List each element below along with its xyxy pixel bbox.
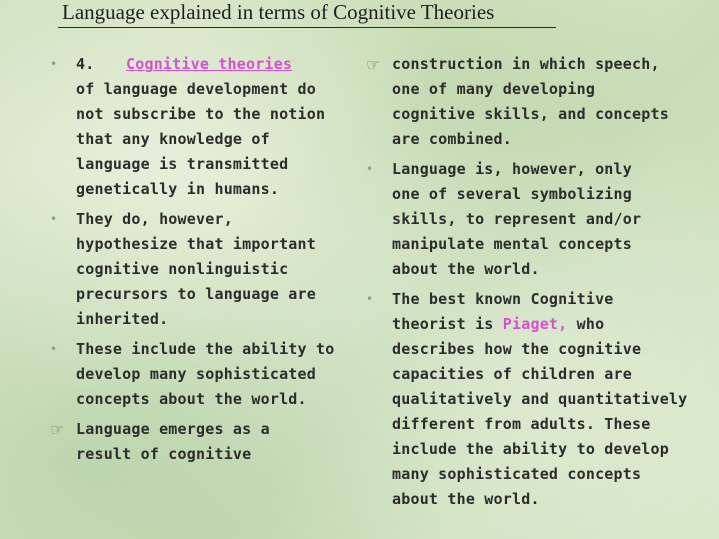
item-number: 4. <box>76 55 95 73</box>
text-line: describes how the cognitive <box>392 340 642 358</box>
text-line: one of many developing <box>392 80 596 98</box>
dot-bullet-icon: • <box>50 342 58 356</box>
dot-bullet-icon: • <box>366 162 374 176</box>
pointing-hand-icon: ☞ <box>366 55 381 74</box>
pointing-hand-icon: ☞ <box>50 420 65 439</box>
text-line: genetically in humans. <box>76 180 280 198</box>
text-line: about the world. <box>392 260 540 278</box>
text-line: of language development do <box>76 80 316 98</box>
text-line: not subscribe to the notion <box>76 105 326 123</box>
text-line: language is transmitted <box>76 155 289 173</box>
text-line: The best known Cognitive <box>392 290 614 308</box>
title-underline <box>58 27 556 28</box>
text-line: result of cognitive <box>76 445 252 463</box>
right-item-3 <box>366 287 688 512</box>
left-item-1 <box>50 52 330 202</box>
text-line: develop many sophisticated <box>76 365 316 383</box>
text-line: one of several symbolizing <box>392 185 632 203</box>
text-line: inherited. <box>76 310 169 328</box>
text-line: Language is, however, only <box>392 160 632 178</box>
text-line: cognitive skills, and concepts <box>392 105 669 123</box>
text-line: These include the ability to <box>76 340 335 358</box>
text-line: different from adults. These <box>392 415 651 433</box>
text-line: about the world. <box>392 490 540 508</box>
text-fragment: theorist is <box>392 315 494 333</box>
dot-bullet-icon: • <box>50 212 58 226</box>
text-line: capacities of children are <box>392 365 632 383</box>
text-line: Language emerges as a <box>76 420 270 438</box>
text-fragment: who <box>576 315 605 333</box>
left-column <box>50 52 335 467</box>
cognitive-theories-link[interactable]: Cognitive theories <box>126 55 293 73</box>
left-item-2 <box>50 207 330 332</box>
text-line: manipulate mental concepts <box>392 235 632 253</box>
right-item-1 <box>366 52 669 152</box>
slide-title: Language explained in terms of Cognitive Theories <box>62 0 495 24</box>
text-line: are combined. <box>392 130 512 148</box>
text-line: hypothesize that important <box>76 235 316 253</box>
text-line: cognitive nonlinguistic <box>76 260 289 278</box>
text-line: construction in which speech, <box>392 55 660 73</box>
text-line: many sophisticated concepts <box>392 465 642 483</box>
text-line: include the ability to develop <box>392 440 669 458</box>
text-line: that any knowledge of <box>76 130 270 148</box>
right-column <box>366 52 688 512</box>
text-line: concepts about the world. <box>76 390 307 408</box>
text-line: skills, to represent and/or <box>392 210 642 228</box>
left-item-3 <box>50 337 335 412</box>
dot-bullet-icon: • <box>366 292 374 306</box>
dot-bullet-icon: • <box>50 57 58 71</box>
text-line: precursors to language are <box>76 285 316 303</box>
text-line: They do, however, <box>76 210 233 228</box>
text-line: qualitatively and quantitatively <box>392 390 688 408</box>
piaget-name: Piaget, <box>502 315 568 333</box>
left-item-4 <box>50 417 330 467</box>
right-item-2 <box>366 157 666 282</box>
